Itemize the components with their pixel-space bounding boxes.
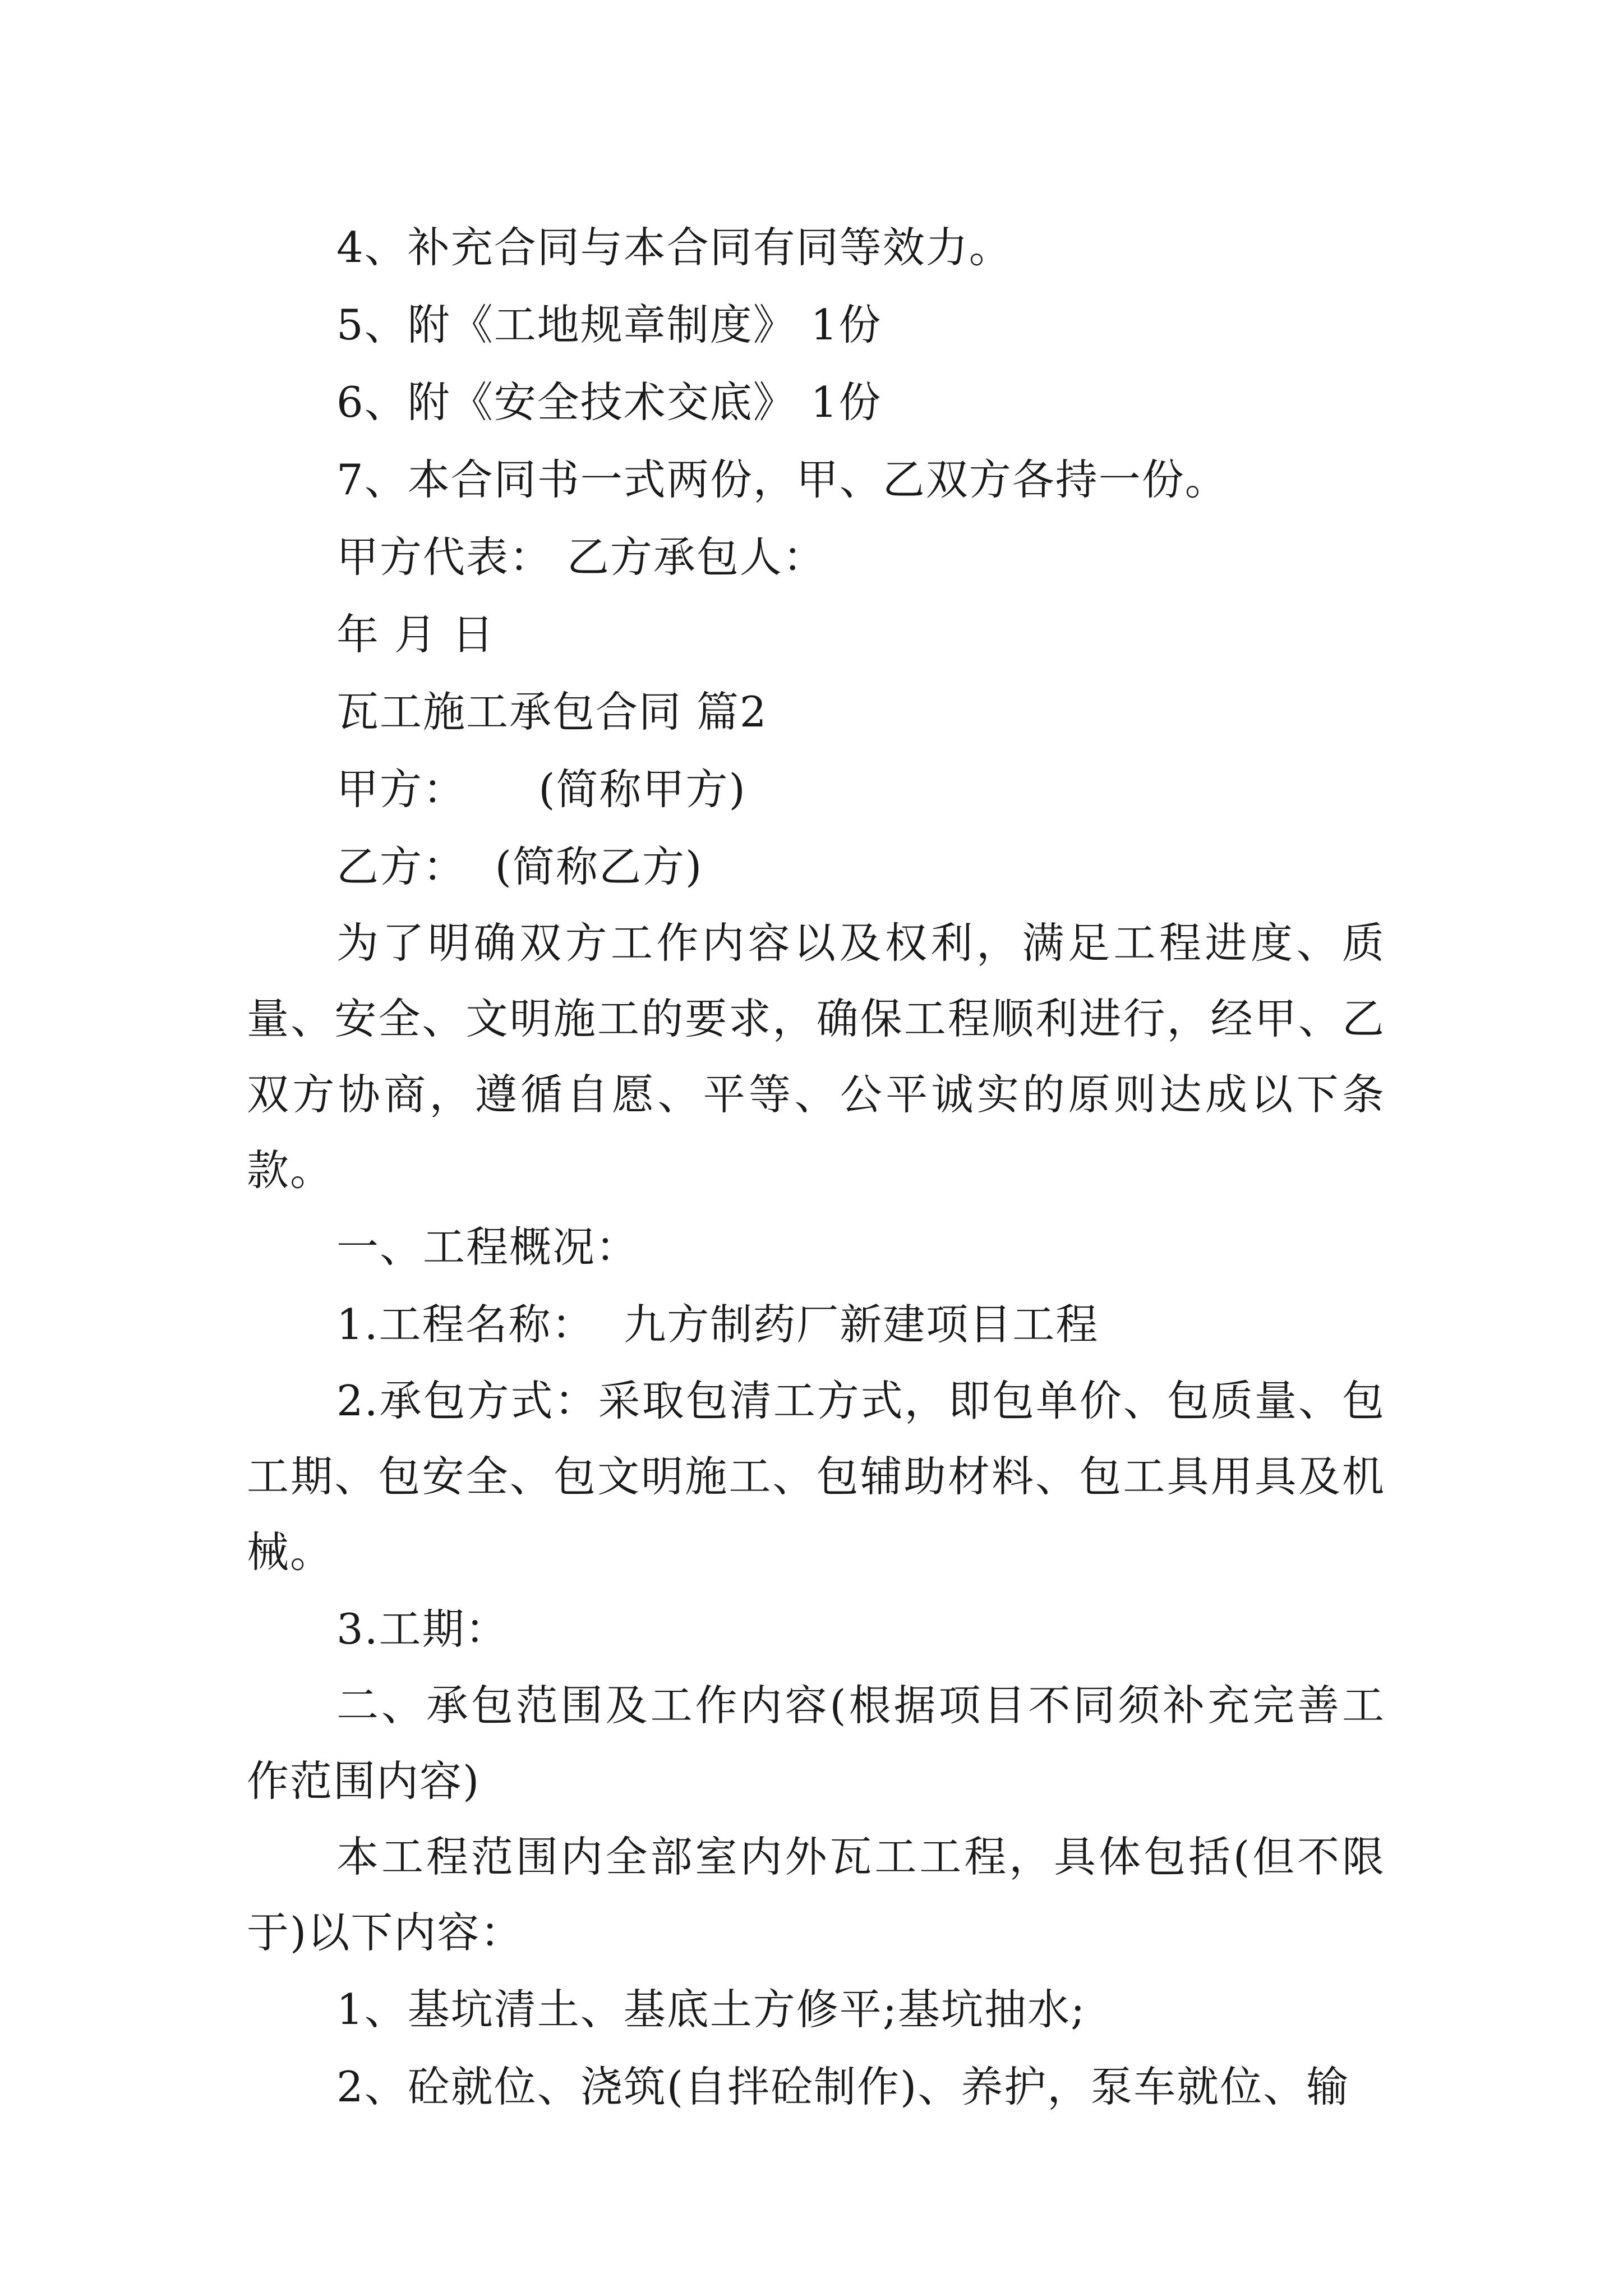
duration-line: 3.工期：	[336, 1604, 509, 1654]
contract-method-paragraph: 2.承包方式：采取包清工方式，即包单价、包质量、包工期、包安全、包文明施工、包辅助材料、包工具用具及机械。	[247, 1376, 1385, 1577]
paragraph-clause-5: 5、附《工地规章制度》 1份	[336, 300, 882, 349]
project-name-line: 1.工程名称： 九方制药厂新建项目工程	[336, 1300, 1099, 1349]
section-title: 瓦工施工承包合同 篇2	[336, 687, 768, 737]
party-b-line: 乙方： (简称乙方)	[336, 842, 703, 891]
paragraph-clause-6: 6、附《安全技术交底》 1份	[336, 378, 882, 427]
scope-item-1: 1、基坑清土、基底土方修平;基坑抽水;	[336, 1985, 1086, 2034]
paragraph-clause-4: 4、补充合同与本合同有同等效力。	[336, 223, 1012, 272]
date-line: 年 月 日	[336, 610, 495, 659]
document-body	[247, 209, 1385, 2125]
paragraph-clause-7: 7、本合同书一式两份，甲、乙双方各持一份。	[336, 455, 1228, 504]
scope-paragraph: 本工程范围内全部室内外瓦工工程，具体包括(但不限于)以下内容：	[247, 1832, 1385, 1957]
scope-item-2: 2、砼就位、浇筑(自拌砼制作)、养护，泵车就位、输	[336, 2062, 1350, 2111]
intro-paragraph: 为了明确双方工作内容以及权利，满足工程进度、质量、安全、文明施工的要求，确保工程顺利进行，经甲、乙双方协商，遵循自愿、平等、公平诚实的原则达成以下条款。	[247, 918, 1385, 1195]
party-a-line: 甲方： (简称甲方)	[336, 765, 746, 814]
heading-project-overview: 一、工程概况：	[336, 1222, 639, 1272]
heading-scope: 二、承包范围及工作内容(根据项目不同须补充完善工作范围内容)	[247, 1681, 1385, 1806]
signature-line: 甲方代表： 乙方承包人：	[336, 532, 826, 582]
